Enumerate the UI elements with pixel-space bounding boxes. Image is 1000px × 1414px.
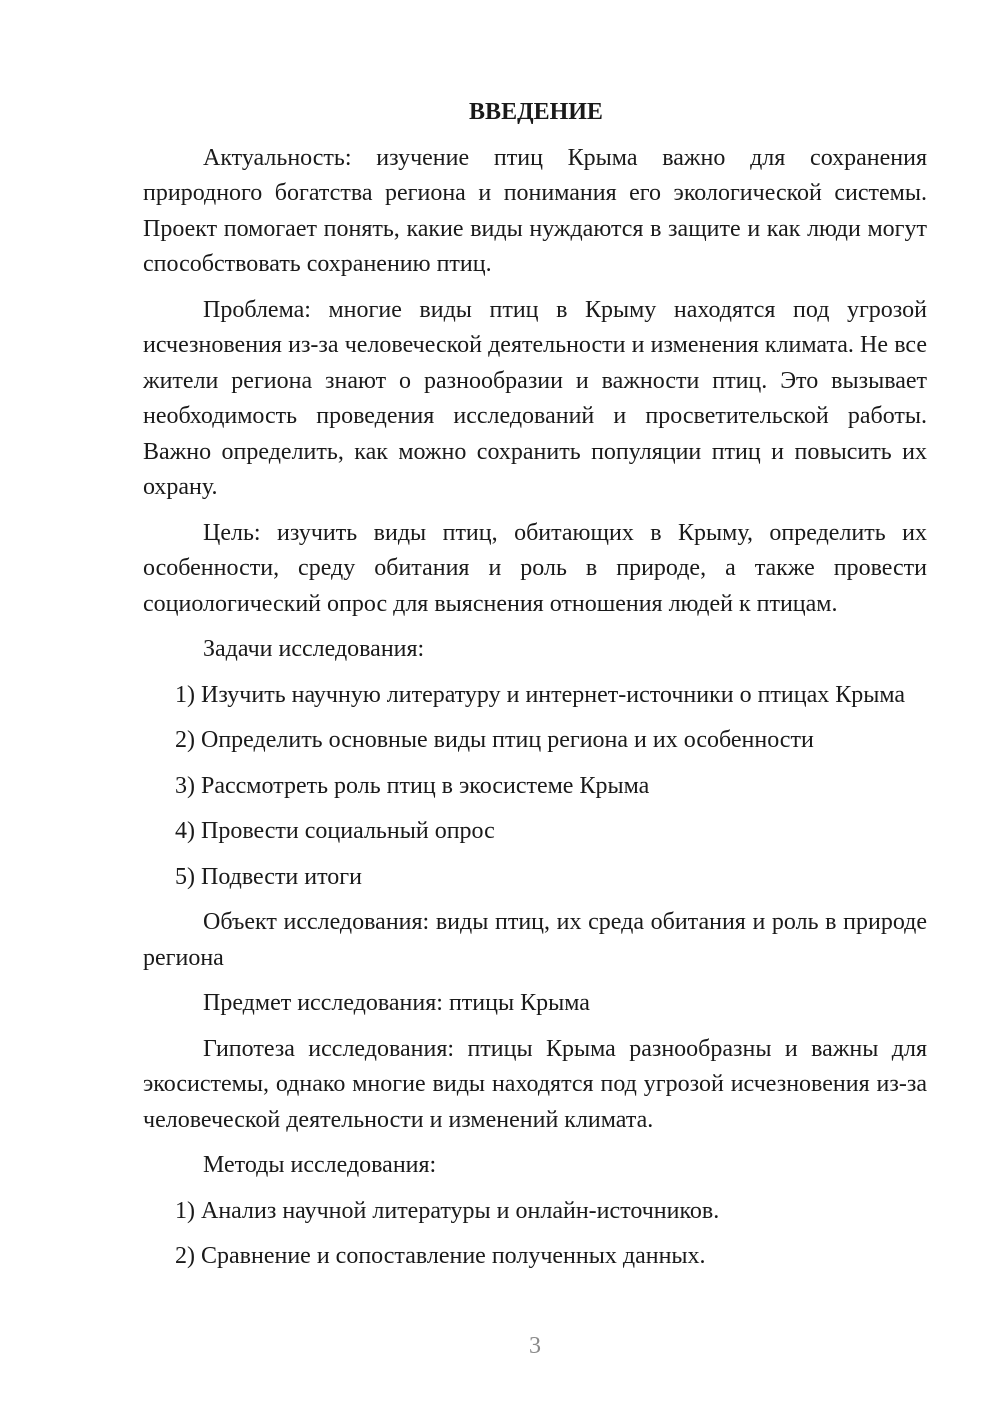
problem-paragraph: Проблема: многие виды птиц в Крыму находятся под угрозой исчезновения из-за человеческой деятельности и изменения климата. Не все жители региона знают о разнообразии и важности птиц. Это вызывает необходимость проведения исследований и просветительской работы. Важно определить, как можно сохранить популяции птиц и повысить их охрану.	[143, 296, 927, 500]
methods-heading: Методы исследования:	[203, 1152, 437, 1178]
task-item-1: 1) Изучить научную литературу и интернет-источники о птицах Крыма	[175, 681, 906, 708]
task-item-4: 4) Провести социальный опрос	[175, 818, 495, 844]
hypothesis-paragraph: Гипотеза исследования: птицы Крыма разнообразны и важны для экосистемы, однако многие виды находятся под угрозой исчезновения из-за человеческой деятельности и изменений климата.	[143, 1035, 927, 1133]
relevance-paragraph: Актуальность: изучение птиц Крыма важно для сохранения природного богатства региона и понимания его экологической системы. Проект помогает понять, какие виды нуждаются в защите и как люди могут способствовать сохранению птиц.	[143, 144, 927, 277]
task-item-5: 5) Подвести итоги	[175, 863, 362, 890]
page-number: 3	[529, 1333, 541, 1359]
subject-paragraph: Предмет исследования: птицы Крыма	[203, 990, 590, 1016]
section-title: ВВЕДЕНИЕ	[469, 99, 603, 125]
task-item-3: 3) Рассмотреть роль птиц в экосистеме Крыма	[175, 772, 650, 799]
document-body	[143, 95, 927, 1285]
goal-paragraph: Цель: изучить виды птиц, обитающих в Крыму, определить их особенности, среду обитания и роль в природе, а также провести социологический опрос для выяснения отношения людей к птицам.	[143, 519, 927, 617]
object-paragraph: Объект исследования: виды птиц, их среда обитания и роль в природе региона	[143, 909, 927, 971]
method-item-2: 2) Сравнение и сопоставление полученных данных.	[175, 1243, 706, 1269]
method-item-1: 1) Анализ научной литературы и онлайн-источников.	[175, 1197, 720, 1224]
tasks-heading: Задачи исследования:	[203, 636, 425, 662]
task-item-2: 2) Определить основные виды птиц региона и их особенности	[175, 727, 814, 753]
